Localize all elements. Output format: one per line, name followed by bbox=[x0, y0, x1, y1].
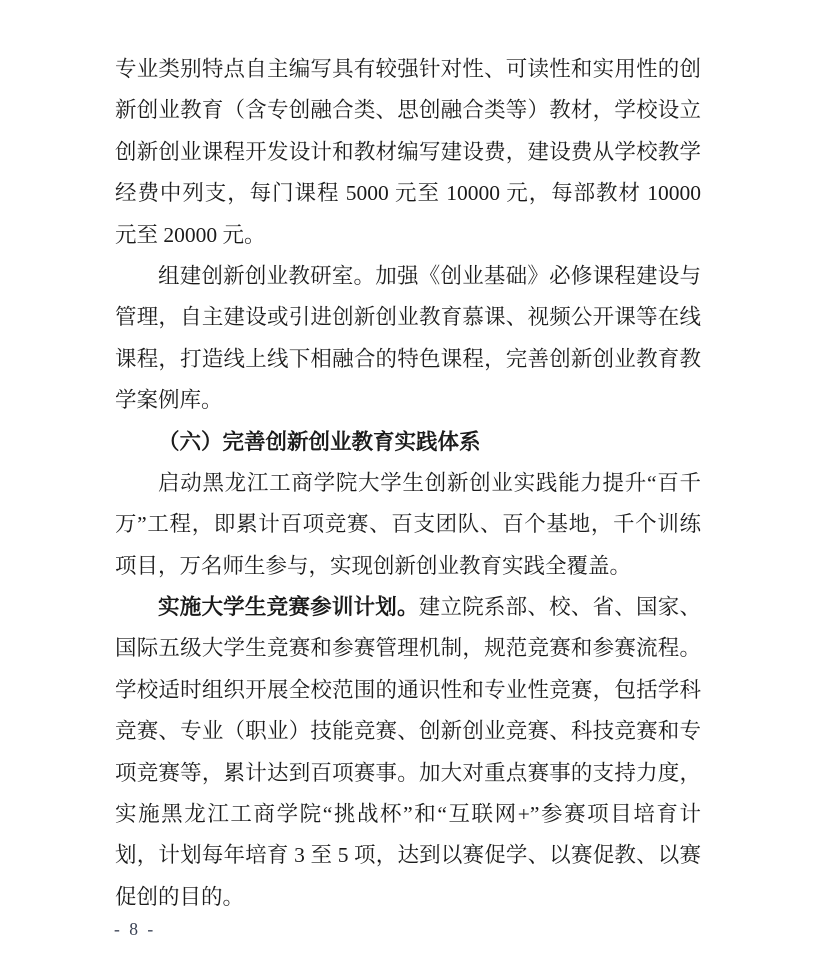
page-number: - 8 - bbox=[114, 919, 156, 939]
bold-lead-phrase: 实施大学生竞赛参训计划。 bbox=[158, 595, 419, 620]
body-line: 经费中列支，每门课程 5000 元至 10000 元，每部教材 10000 bbox=[115, 181, 701, 206]
body-line: 项目，万名师生参与，实现创新创业教育实践全覆盖。 bbox=[115, 553, 632, 578]
body-line: 组建创新创业教研室。加强《创业基础》必修课程建设与 bbox=[158, 263, 701, 288]
section-heading: （六）完善创新创业教育实践体系 bbox=[158, 429, 481, 454]
body-line: 管理，自主建设或引进创新创业教育慕课、视频公开课等在线 bbox=[115, 305, 701, 330]
body-line bbox=[115, 587, 701, 628]
body-line: 项竞赛等，累计达到百项赛事。加大对重点赛事的支持力度， bbox=[115, 760, 701, 785]
body-line: 国际五级大学生竞赛和参赛管理机制，规范竞赛和参赛流程。 bbox=[115, 636, 701, 661]
body-line: 专业类别特点自主编写具有较强针对性、可读性和实用性的创 bbox=[115, 57, 701, 81]
body-line: 创新创业课程开发设计和教材编写建设费，建设费从学校教学 bbox=[115, 139, 701, 164]
body-line: 万”工程，即累计百项竞赛、百支团队、百个基地，千个训练 bbox=[115, 512, 701, 537]
body-line: 学案例库。 bbox=[115, 388, 223, 413]
body-line: 学校适时组织开展全校范围的通识性和专业性竞赛，包括学科 bbox=[115, 677, 701, 702]
body-line: 启动黑龙江工商学院大学生创新创业实践能力提升“百千 bbox=[158, 470, 701, 495]
body-line: 竞赛、专业（职业）技能竞赛、创新创业竞赛、科技竞赛和专 bbox=[115, 719, 701, 744]
body-line-text: 建立院系部、校、省、国家、 bbox=[418, 595, 701, 620]
body-line: 课程，打造线上线下相融合的特色课程，完善创新创业教育教 bbox=[115, 346, 701, 371]
document-text-block bbox=[115, 49, 701, 918]
body-line: 促创的目的。 bbox=[115, 884, 245, 909]
body-line: 新创业教育（含专创融合类、思创融合类等）教材，学校设立 bbox=[115, 98, 701, 123]
body-line: 划，计划每年培育 3 至 5 项，达到以赛促学、以赛促教、以赛 bbox=[115, 843, 701, 868]
body-line: 元至 20000 元。 bbox=[115, 222, 266, 247]
body-line: 实施黑龙江工商学院“挑战杯”和“互联网+”参赛项目培育计 bbox=[115, 802, 701, 827]
